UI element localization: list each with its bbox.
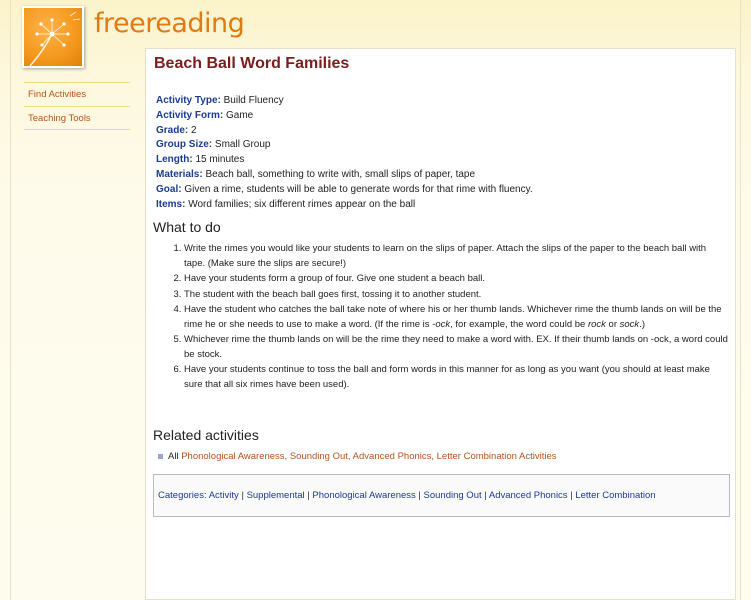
meta-key: Materials: <box>156 168 203 180</box>
step-text: The student with the beach ball goes first, tossing it to another student. <box>184 288 482 300</box>
related-prefix: All <box>168 451 179 462</box>
main-content <box>145 48 736 600</box>
meta-row-activity-type <box>156 94 533 109</box>
what-to-do-heading: What to do <box>153 219 221 235</box>
activity-meta <box>156 94 533 212</box>
step-text: Have your students continue to toss the ball and form words in this manner for as long as you want (you should at least make sure that all six rimes have been used). <box>184 364 710 390</box>
step-text: Have your students form a group of four. Give one student a beach ball. <box>184 273 486 284</box>
related-activities-item <box>158 451 557 462</box>
sidebar-item-teaching-tools[interactable]: Teaching Tools <box>24 106 130 130</box>
separator: | <box>570 490 573 501</box>
step-text: or <box>605 318 620 330</box>
meta-key: Activity Form: <box>156 109 224 121</box>
meta-key: Activity Type: <box>156 95 221 106</box>
separator: | <box>418 490 421 501</box>
category-link-supplemental[interactable]: Supplemental <box>246 490 305 501</box>
meta-row-grade <box>156 124 533 139</box>
dandelion-logo-icon[interactable] <box>22 6 84 68</box>
step-text: , for example, the word could be <box>450 318 588 330</box>
step-emphasis: rock <box>587 318 606 330</box>
meta-key: Items: <box>156 198 186 210</box>
meta-key: Grade: <box>156 124 189 136</box>
step-text: Have the student who catches the ball take note of where his or her thumb lands. Whichever rime the thumb lands on will be the rime he or she needs to use to make a word. (If the rime is <box>184 304 722 330</box>
meta-value: 2 <box>191 124 197 136</box>
categories-label: Categories: <box>158 490 207 501</box>
step-emphasis: -ock <box>432 318 451 330</box>
meta-value: 15 minutes <box>195 154 245 166</box>
related-link[interactable]: Phonological Awareness, Sounding Out, Advanced Phonics, Letter Combination Activities <box>181 451 557 462</box>
separator: | <box>241 490 244 501</box>
meta-value: Small Group <box>214 139 271 151</box>
list-item <box>184 288 729 303</box>
categories-box <box>153 474 730 517</box>
list-item <box>184 272 729 287</box>
meta-row-activity-form <box>156 109 533 124</box>
step-emphasis: sock <box>619 318 640 330</box>
meta-row-goal <box>156 183 533 198</box>
category-link-sounding-out[interactable]: Sounding Out <box>423 490 482 501</box>
brand-part-reading: reading <box>145 8 245 39</box>
related-activities-heading: Related activities <box>153 427 259 443</box>
sidebar-nav <box>24 82 130 130</box>
meta-value: Word families; six different rimes appear on the ball <box>188 198 416 210</box>
meta-value: Beach ball, something to write with, small slips of paper, tape <box>205 168 476 180</box>
page-title: Beach Ball Word Families <box>154 55 350 72</box>
separator: | <box>307 490 310 501</box>
meta-key: Group Size: <box>156 139 213 151</box>
sidebar-item-find-activities[interactable]: Find Activities <box>24 82 130 106</box>
meta-value: Game <box>226 109 254 121</box>
meta-value: Given a rime, students will be able to generate words for that rime with fluency. <box>184 183 533 195</box>
separator: | <box>484 490 487 501</box>
brand-wordmark[interactable] <box>94 8 244 39</box>
meta-key: Length: <box>156 154 193 166</box>
category-link-phonological-awareness[interactable]: Phonological Awareness <box>312 490 416 501</box>
step-text: Whichever rime the thumb lands on will be the rime they need to make a word with. EX. If their thumb lands on -ock, a word could be stock. <box>184 334 728 360</box>
meta-row-length <box>156 153 533 168</box>
meta-row-items <box>156 198 533 213</box>
category-link-letter-combination[interactable]: Letter Combination <box>575 490 656 501</box>
steps-list <box>184 242 729 393</box>
step-text: .) <box>639 318 645 330</box>
meta-row-materials <box>156 168 533 183</box>
list-item <box>184 303 729 332</box>
bullet-square-icon <box>158 454 163 459</box>
meta-value: Build Fluency <box>223 95 284 106</box>
meta-row-group-size <box>156 138 533 153</box>
step-text: Write the rimes you would like your students to learn on the slips of paper. Attach the slips of the paper to the beach ball with tape. (Make sure the slips are secure!) <box>184 243 707 269</box>
brand-part-free: free <box>94 8 146 39</box>
category-link-advanced-phonics[interactable]: Advanced Phonics <box>488 490 568 501</box>
list-item <box>184 333 729 362</box>
list-item <box>184 242 729 271</box>
meta-key: Goal: <box>156 183 182 195</box>
list-item <box>184 363 729 392</box>
category-link-activity[interactable]: Activity <box>208 490 239 501</box>
